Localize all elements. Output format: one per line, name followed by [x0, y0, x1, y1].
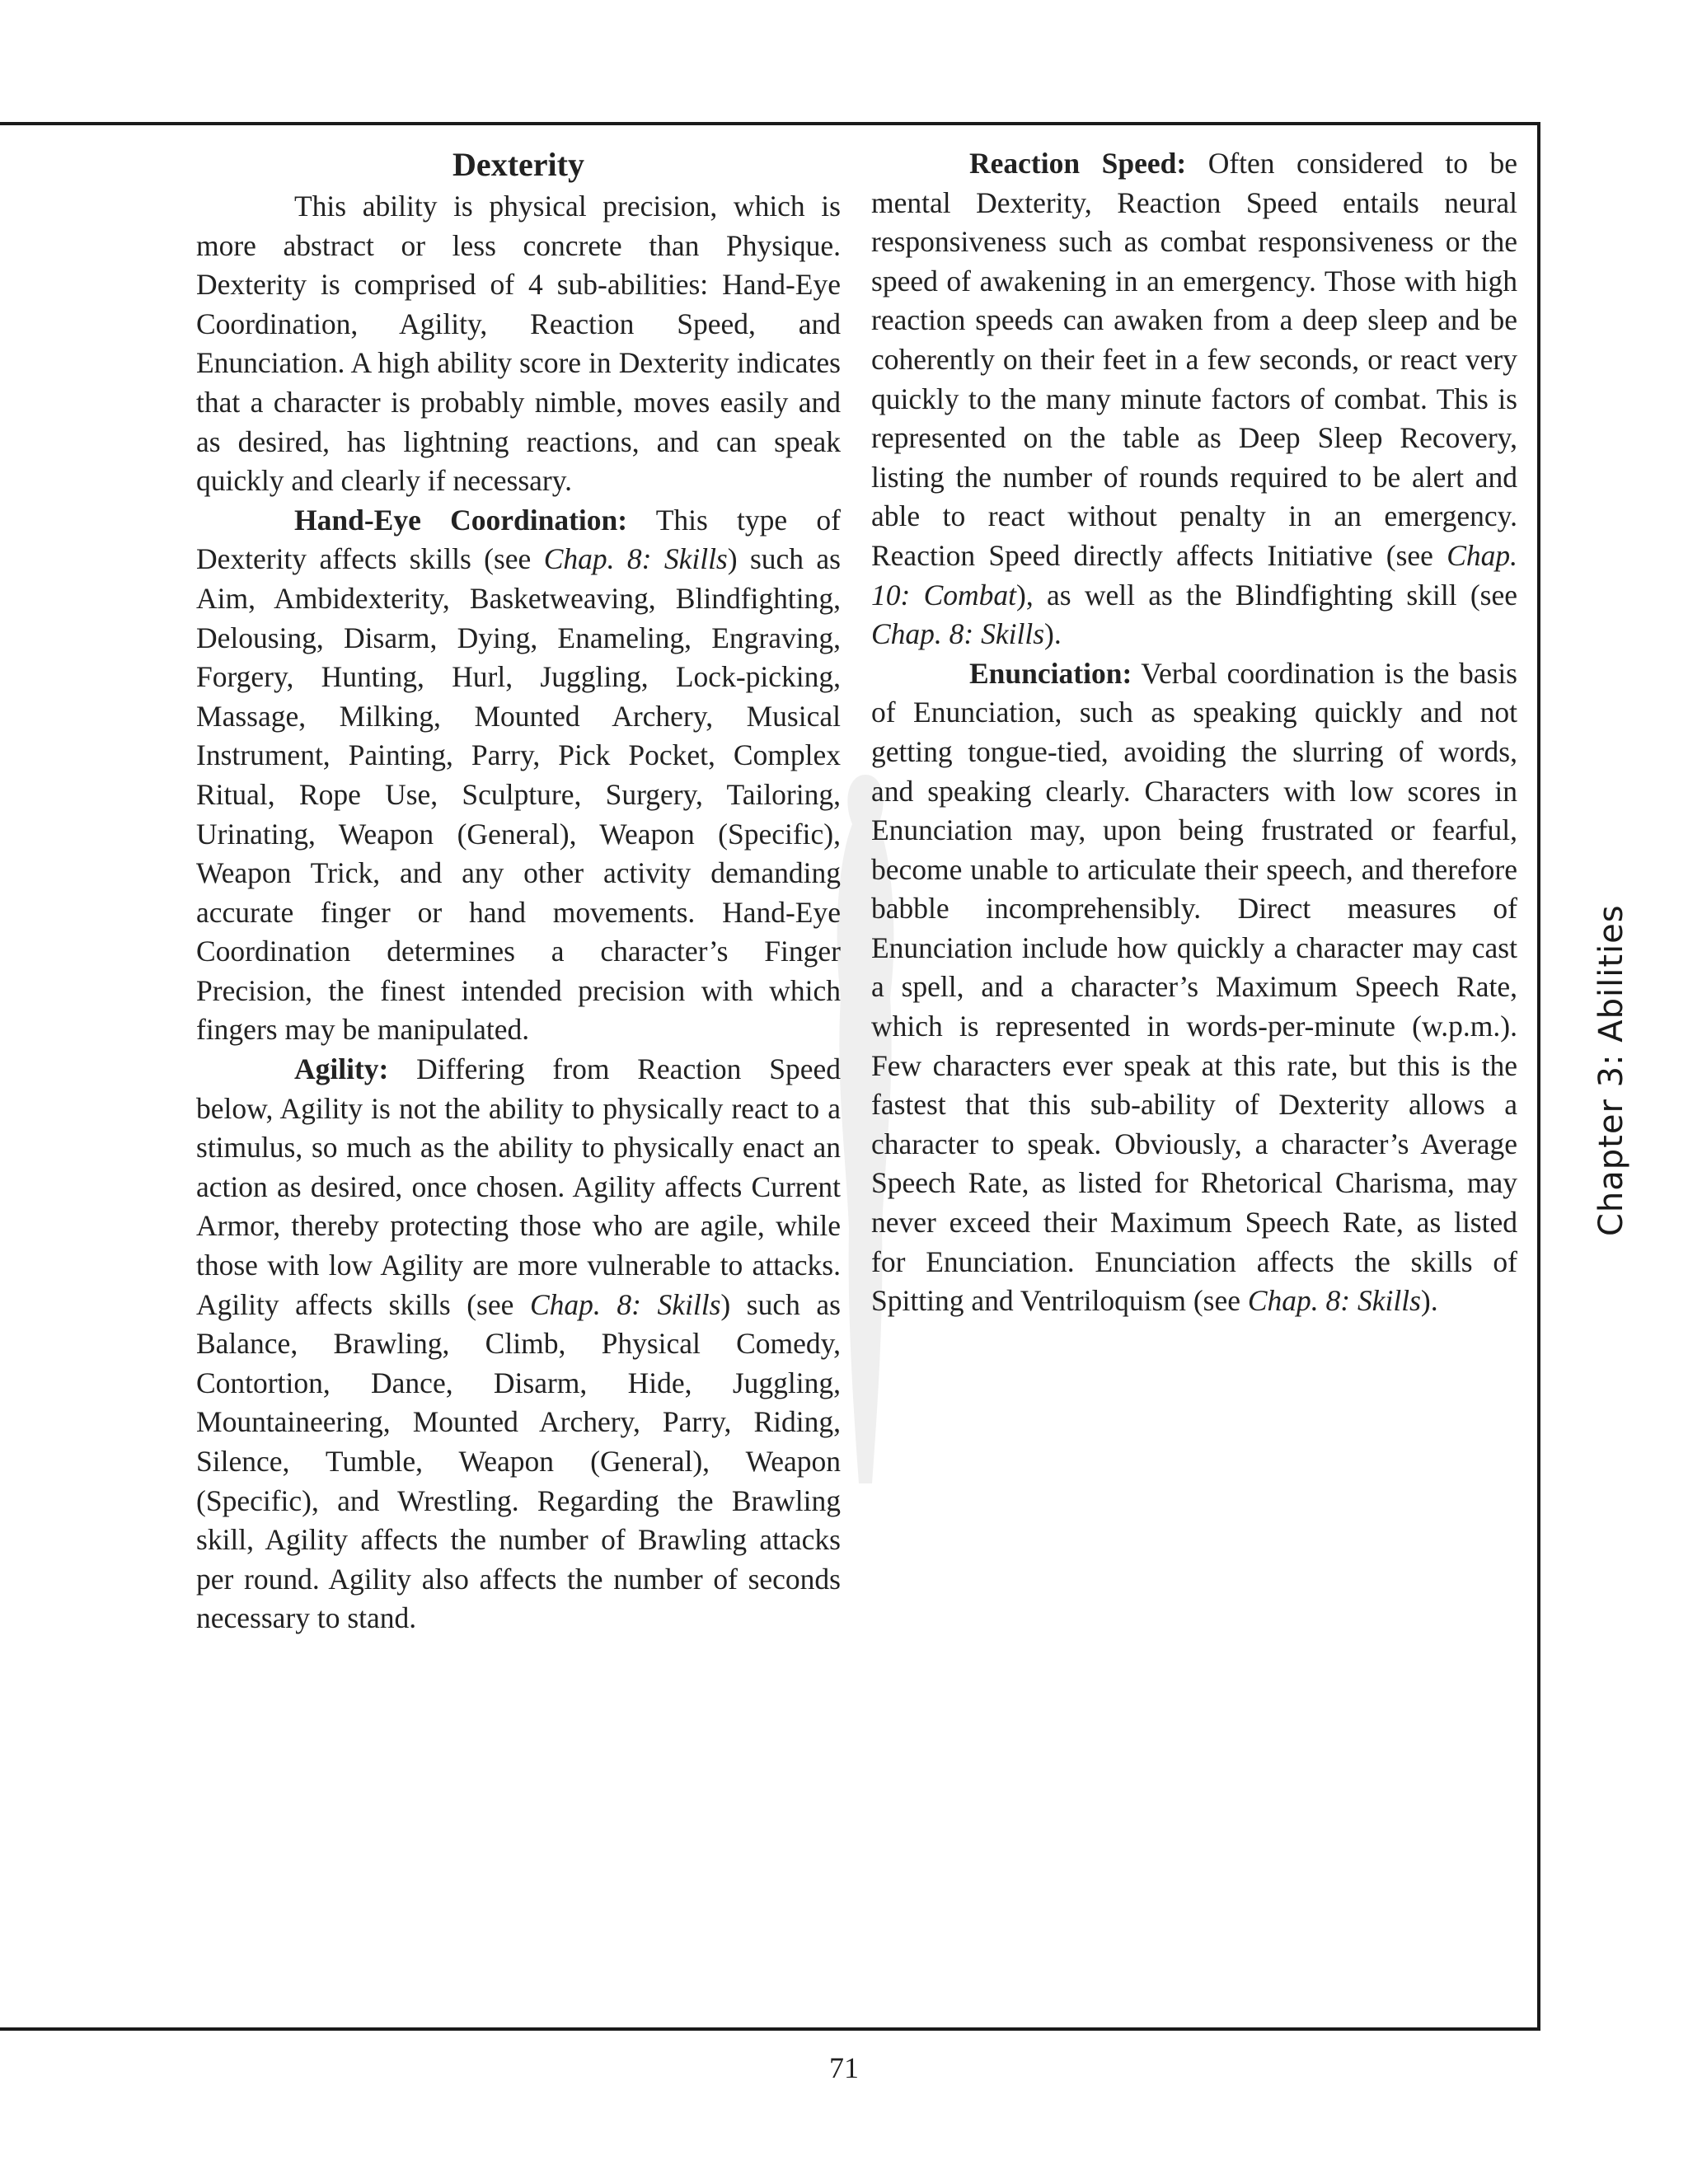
agility-paragraph: [196, 1050, 841, 1638]
reaction-speed-text-1: Often considered to be mental Dexterity, Reaction Speed entails neural responsiveness such as combat responsiveness or the speed of awakening in an emergency. Those with high reaction speeds can awaken from a deep sleep and be coherently on their feet in a few seconds, or react very quickly to the many minute factors of combat. This is represented on the table as Deep Sleep Recovery, listing the number of rounds required to be alert and able to react without penalty in an emergency. Reaction Speed directly affects Initiative (see: [871, 147, 1517, 572]
right-column: [871, 144, 1517, 1321]
hand-eye-chapter-ref: Chap. 8: Skills: [543, 542, 728, 576]
reaction-speed-combat-ref: Chap. 10: Combat: [871, 538, 1517, 612]
intro-paragraph: This ability is physical precision, which is more abstract or less concrete than Physique. Dexterity is comprised of 4 sub-abilities: Hand-Eye Coordination, Agility, Reaction Speed, and Enunciation. A high ability score in Dexterity indicates that a character is probably nimble, moves easily and as desired, has lightning reactions, and can speak quickly and clearly if necessary.: [196, 190, 841, 498]
left-column: [196, 144, 841, 1638]
agility-title: Agility:: [294, 1052, 389, 1086]
chapter-label: Chapter 3: Abilities: [1592, 904, 1630, 1236]
hand-eye-title: Hand-Eye Coordination:: [294, 503, 628, 537]
hand-eye-text-1: This type of Dexterity affects skills (see: [196, 503, 841, 576]
agility-chapter-ref: Chap. 8: Skills: [529, 1287, 721, 1321]
enunciation-paragraph: [871, 654, 1517, 1321]
reaction-speed-text-3: ).: [1044, 617, 1062, 651]
reaction-speed-paragraph: [871, 144, 1517, 654]
enunciation-text-2: ).: [1420, 1284, 1438, 1318]
hand-eye-text-2: ) such as Aim, Ambidexterity, Basketweaving, Blindfighting, Delousing, Disarm, Dying, Enameling, Engraving, Forgery, Hunting, Hurl, Juggling, Lock-picking, Massage, Milking, Mounted Archery, Musical Instrument, Painting, Parry, Pick Pocket, Complex Ritual, Rope Use, Sculpture, Surgery, Tailoring, Urinating, Weapon (General), Weapon (Specific), Weapon Trick, and any other activity demanding accurate finger or hand movements. Hand-Eye Coordination determines a character’s Finger Precision, the finest intended precision with which fingers may be manipulated.: [196, 542, 841, 1047]
enunciation-title: Enunciation:: [969, 656, 1132, 690]
reaction-speed-skills-ref: Chap. 8: Skills: [871, 617, 1045, 651]
agility-text-2: ) such as Balance, Brawling, Climb, Physical Comedy, Contortion, Dance, Disarm, Hide, Juggling, Mountaineering, Mounted Archery, Parry, Riding, Silence, Tumble, Weapon (General), Weapon (Specific), and Wrestling. Regarding the Brawling skill, Agility affects the number of Brawling attacks per round. Agility also affects the number of seconds necessary to stand.: [196, 1287, 841, 1635]
enunciation-chapter-ref: Chap. 8: Skills: [1247, 1284, 1421, 1318]
reaction-speed-text-2: ), as well as the Blindfighting skill (see: [1016, 578, 1518, 612]
page-number: 71: [829, 2051, 859, 2084]
hand-eye-paragraph: [196, 501, 841, 1050]
reaction-speed-title: Reaction Speed:: [969, 147, 1187, 180]
section-heading: Dexterity: [452, 146, 584, 183]
agility-text-1: Differing from Reaction Speed below, Agility is not the ability to physically react to a stimulus, so much as the ability to physically enact an action as desired, once chosen. Agility affects Current Armor, thereby protecting those who are agile, while those with low Agility are more vulnerable to attacks. Agility affects skills (see: [196, 1052, 841, 1321]
enunciation-text-1: Verbal coordination is the basis of Enunciation, such as speaking quickly and not getting tongue-tied, avoiding the slurring of words, and speaking clearly. Characters with low scores in Enunciation may, upon being frustrated or fearful, become unable to articulate their speech, and therefore babble incomprehensibly. Direct measures of Enunciation include how quickly a character may cast a spell, and a character’s Maximum Speech Rate, which is represented in words-per-minute (w.p.m.). Few characters ever speak at this rate, but this is the fastest that this sub-ability of Dexterity allows a character to speak. Obviously, a character’s Average Speech Rate, as listed for Rhetorical Charisma, may never exceed their Maximum Speech Rate, as listed for Enunciation. Enunciation affects the skills of Spitting and Ventriloquism (see: [871, 656, 1517, 1318]
